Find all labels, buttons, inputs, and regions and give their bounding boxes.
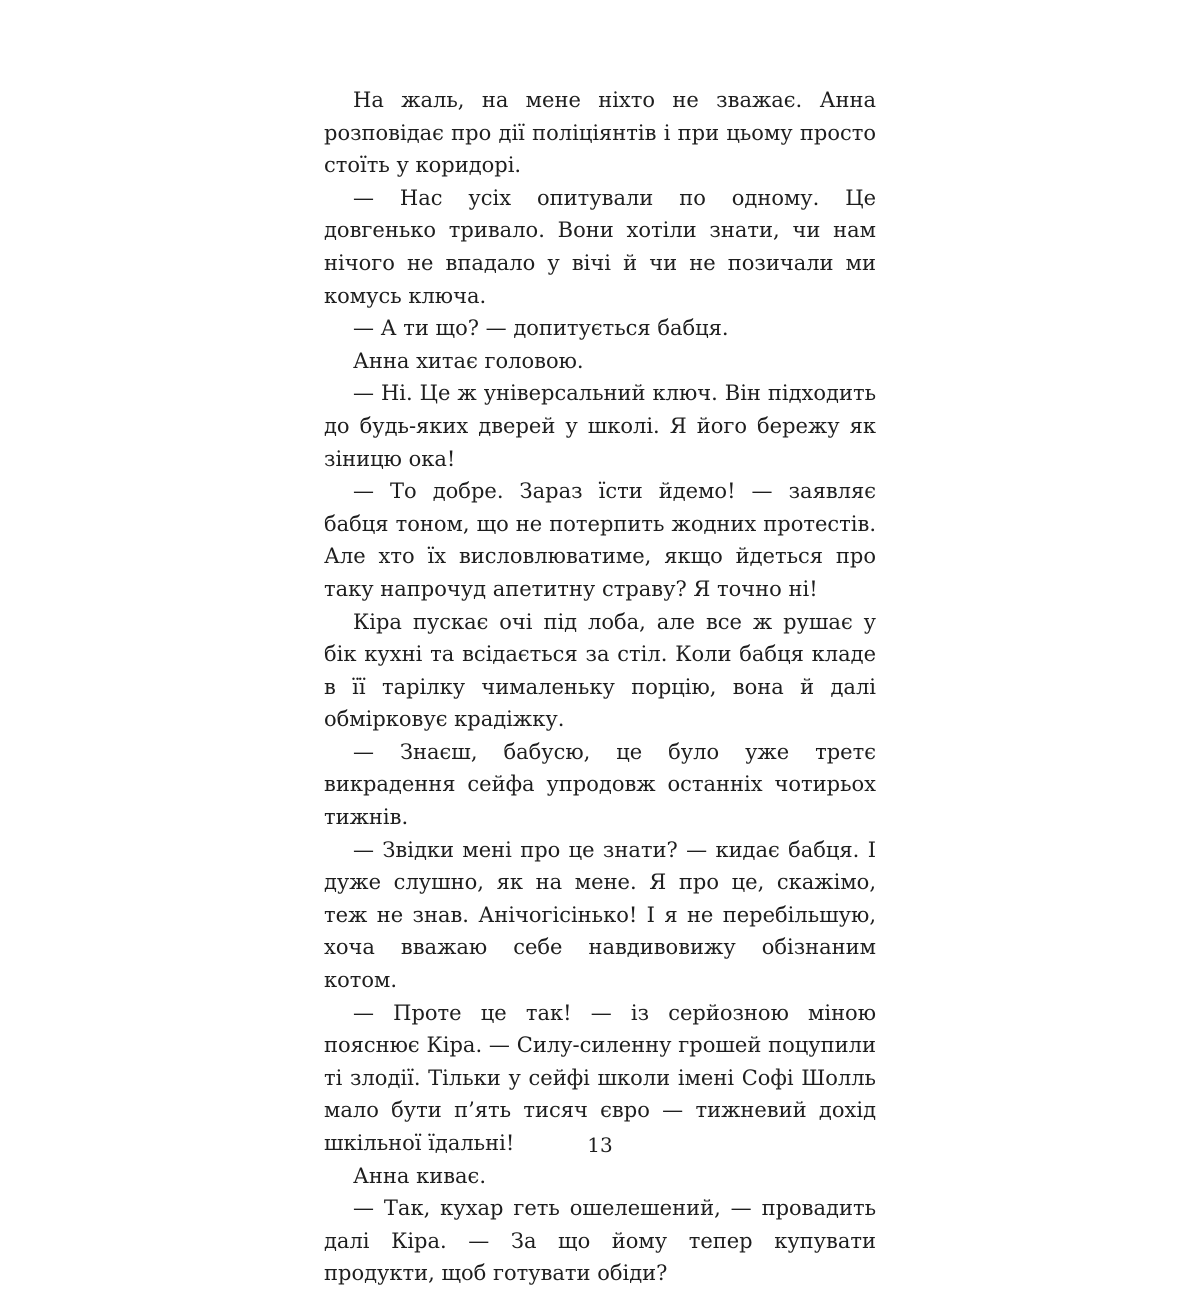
- body-text: [324, 84, 876, 1290]
- paragraph: — Звідки мені про це знати? — кидає бабця. І дуже слушно, як на мене. Я про це, скажімо, теж не знав. Анічогісінько! І я не перебільшую, хоча вважаю себе навдивовижу обізнаним котом.: [324, 837, 876, 993]
- paragraph: — А ти що? — допитується бабця.: [353, 316, 729, 341]
- paragraph: — Ні. Це ж універсальний ключ. Він підходить до будь-яких дверей у школі. Я його бережу як зіницю ока!: [324, 381, 876, 471]
- page-number: 13: [587, 1133, 613, 1157]
- paragraph: — Знаєш, бабусю, це було уже третє викрадення сейфа упродовж останніх чотирьох тижнів.: [324, 739, 876, 830]
- paragraph: — Нас усіх опитували по одному. Це довгенько тривало. Вони хотіли знати, чи нам нічого не впадало у вічі й чи не позичали ми комусь ключа.: [324, 185, 876, 308]
- paragraph: — То добре. Зараз їсти йдемо! — заявляє бабця тоном, що не потерпить жодних протестів. Але хто їх висловлюватиме, якщо йдеться про таку напрочуд апетитну страву? Я точно ні!: [324, 479, 876, 601]
- paragraph: Кіра пускає очі під лоба, але все ж рушає у бік кухні та всідається за стіл. Коли бабця кладе в її тарілку чималеньку порцію, вона й далі обмірковує крадіжку.: [324, 609, 876, 732]
- paragraph: Анна киває.: [353, 1163, 486, 1188]
- paragraph: — Так, кухар геть ошелешений, — провадить далі Кіра. — За що йому тепер купувати продукти, щоб готувати обіди?: [324, 1196, 876, 1286]
- paragraph: — Проте це так! — із серйозною міною пояснює Кіра. — Силу-силенну грошей поцупили ті злодії. Тільки у сейфі школи імені Софі Шолль мало бути п’ять тисяч євро — тижневий дохід шкільної їдальні!: [324, 1000, 876, 1155]
- paragraph: На жаль, на мене ніхто не зважає. Анна розповідає про дії поліціянтів і при цьому просто стоїть у коридорі.: [324, 88, 876, 178]
- paragraph: Анна хитає головою.: [353, 348, 584, 373]
